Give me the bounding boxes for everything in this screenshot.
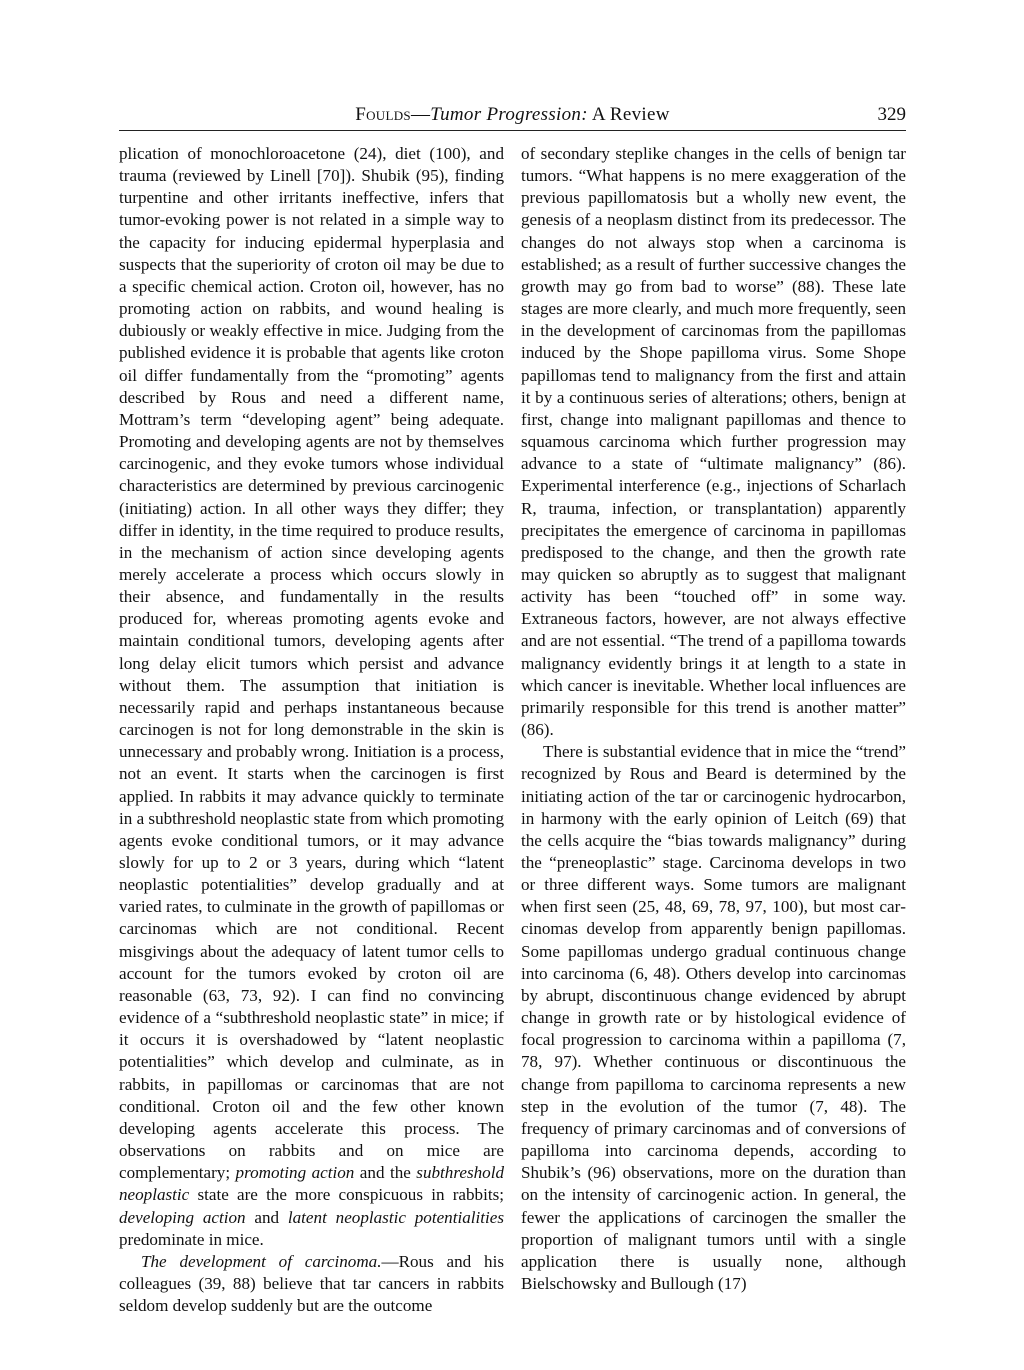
right-paragraph-1: of secondary steplike changes in the cells of benign tar tumors. “What happens is no mere exaggeration of the previous papillomatosis but a wholly new event, the genesis of a neoplasm distinct from its predecessor. The changes do not always stop when a carcinoma is established; as a result of further successive changes the growth may go from bad to worse” (88). These late stages are more clearly, and much more frequently, seen in the development of carcinomas from the papillomas induced by the Shope papilloma virus. Some Shope papillomas tend to malignancy from the first and attain it by a continuous series of alterations; others, benign at first, change into malignant papillomas and thence to squamous carcinoma which further progression may advance to a state of “ultimate malignancy” (86). Experimental interference (e.g., injections of Scharlach R, trauma, infection, or transplantation) apparently precipitates the emergence of carcinoma in papillomas predisposed to the change, and then the growth rate may quicken so abruptly as to suggest that malignant activity has been “touched off” in some way. Extraneous factors, however, are not always effective and are not essential. “The trend of a papilloma towards malignancy evidently brings it at length to a state in which cancer is inevitable. Whether local influences are primarily responsible for this trend is another matter” (86).	[521, 144, 906, 740]
left-paragraph-1-mid-1: and the	[354, 1163, 417, 1183]
left-paragraph-1-mid-3: and	[245, 1207, 288, 1227]
left-italic-subthreshold-neoplastic: subthreshold neoplastic	[119, 1163, 504, 1205]
left-italic-promoting-action: promoting action	[235, 1163, 355, 1183]
left-column	[119, 143, 504, 1317]
left-paragraph-1	[119, 143, 504, 1251]
running-title-italic: Tumor Progression:	[430, 104, 588, 125]
left-paragraph-2-body: —Rous and his colleagues (39, 88) believe that tar cancers in rabbits seldom develop suddenly but are the outcome	[119, 1251, 504, 1316]
left-paragraph-1-body: plication of monochloroacetone (24), diet (100), and trauma (reviewed by Linell [70]). Shubik (95), finding turpentine and other irritants ineffective, infers that tumor-evoking power is not related in a simple way to the capacity for inducing epidermal hyperplasia and suspects that the superiority of croton oil may be due to a specific chemical action. Croton oil, however, has no promoting action on rabbits, and wound healing is dubiously or weakly effective in mice. Judging from the published evidence it is probable that agents like croton oil differ fundamentally from the “promoting” agents described by Rous and need a different name, Mottram’s term “developing agent” being adequate. Promoting and developing agents are not by themselves carcinogenic, and they evoke tumors whose individual characteristics are determined by previous carcinogenic (initiating) action. In all other ways they differ; they differ in identity, in the time required to produce results, in the mechanism of action since developing agents merely accelerate a process which occurs slowly in their absence, and fundamentally in the results produced for, whereas promoting agents evoke and maintain conditional tumors, developing agents after long delay elicit tumors which persist and advance without them. The assumption that initiation is necessarily rapid and perhaps instantaneous because carcinogen is not for long demonstrable in the skin is unnecessary and probably wrong. Initiation is a process, not an event. It starts when the carcinogen is first applied. In rabbits it may advance quickly to terminate in a subthreshold neoplastic state from which promoting agents evoke conditional tumors, or it may advance slowly for up to 2 or 3 years, during which “latent neoplastic potentialities” develop gradually and at varied rates, to culminate in the growth of papillomas or carcinomas which are not conditional. Recent misgivings about the adequacy of latent tumor cells to account for the tumors evoked by croton oil are reasonable (63, 73, 92). I can find no convincing evidence of a “subthreshold neoplastic state” in mice; if it occurs it is overshadowed by “latent neoplastic potentialities” which develop and culminate, as in rabbits, in papillomas or carcinomas that are not conditional. Croton oil and the few other known developing agents accelerate this process. The observations on rabbits and on mice are complementary;	[119, 144, 505, 1183]
left-paragraph-2	[119, 1251, 504, 1317]
page-number: 329	[877, 104, 906, 125]
running-head	[119, 100, 906, 131]
left-italic-latent-potentialities: latent neoplastic potentialities	[287, 1207, 504, 1227]
left-paragraph-1-mid-2: state are the more conspicuous in rabbits;	[189, 1185, 504, 1205]
right-paragraph-2: There is substantial evidence that in mice the “trend” recognized by Rous and Beard is determined by the initiating action of the tar or carcinogenic hydrocarbon, in harmony with the early opinion of Leitch (69) that the cells acquire the “bias towards malignancy” during the “preneoplastic” stage. Carcinoma develops in two or three different ways. Some tumors are malignant when first seen (25, 48, 69, 78, 97, 100), but most carcinomas develop from apparently benign papillomas. Some papillomas undergo gradual continuous change into carcinoma (6, 48). Others develop into carcinomas by abrupt, discontinuous change evidenced by abrupt change in growth rate or by histological evidence of focal progression to carcinoma within a papilloma (7, 78, 97). Whether continuous or discontinuous the change from papilloma to carcinoma represents a new step in the evolution of the tumor (7, 48). The frequency of primary carcinomas and of conversions of papilloma into carcinoma depends, according to Shubik’s (96) observations, more on the duration than on the intensity of carcinogenic action. In general, the fewer the applications of carcinogen the smaller the proportion of malignant tumors until with a single application there is usually none, although Bielschowsky and Bullough (17)	[521, 742, 906, 1293]
right-column	[521, 143, 906, 1295]
running-title-rest: A Review	[587, 104, 670, 125]
running-title	[119, 104, 906, 126]
section-heading-development-of-carcinoma: The development of carcinoma.	[141, 1251, 382, 1271]
running-title-separator: —	[410, 104, 431, 125]
left-paragraph-1-end: predominate in mice.	[119, 1229, 264, 1249]
running-title-author: Foulds	[355, 104, 411, 125]
left-italic-developing-action: developing action	[119, 1207, 246, 1227]
